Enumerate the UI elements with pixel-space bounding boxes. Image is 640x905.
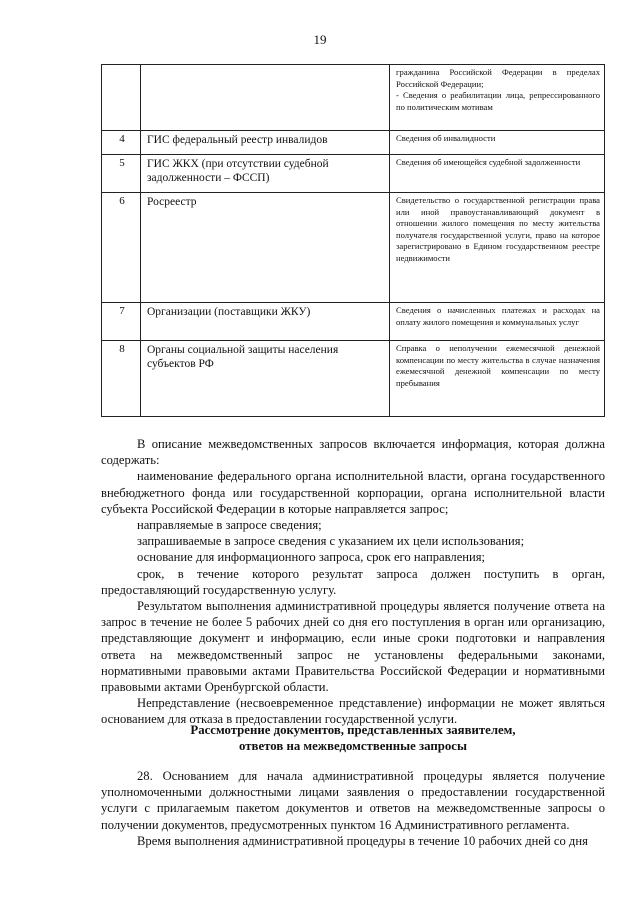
table-row — [102, 193, 605, 303]
paragraph: направляемые в запросе сведения; — [137, 518, 322, 533]
table-row — [102, 341, 605, 417]
paragraph: Время выполнения административной процедуры в течение 10 рабочих дней со дня — [137, 833, 588, 848]
paragraph: Непредставление (несвоевременное представление) информации не может являться основанием для отказа в предоставлении государственной услуги. — [101, 696, 605, 727]
row-number: 7 — [102, 303, 141, 341]
row-number: 5 — [102, 155, 141, 193]
page-number: 19 — [313, 32, 327, 47]
paragraph: В описание межведомственных запросов включается информация, которая должна содержать: — [101, 437, 605, 468]
heading-line: Рассмотрение документов, представленных заявителем, — [190, 723, 516, 737]
row-organization: Организации (поставщики ЖКУ) — [141, 303, 390, 341]
table-row — [102, 131, 605, 155]
row-information — [390, 65, 605, 131]
interagency-request-table — [101, 64, 605, 417]
row-information: Сведения об инвалидности — [390, 131, 605, 155]
row-information: Справка о неполучении ежемесячной денежной компенсации по месту жительства в случае назначения ежемесячной денежной компенсации по месту пребывания — [390, 341, 605, 417]
paragraph: 28. Основанием для начала административной процедуры является получение уполномоченными должностными лицами заявления о предоставлении государственной услуги с прилагаемым пакетом документов и ответов на межведомственные запросы о получении документов, предусмотренных пунктом 16 Административного регламента. — [101, 769, 605, 832]
row-number — [102, 65, 141, 131]
row-information: Сведения об имеющейся судебной задолженности — [390, 155, 605, 193]
row-number: 4 — [102, 131, 141, 155]
requirements-section — [101, 436, 605, 728]
row-number: 6 — [102, 193, 141, 303]
paragraph: запрашиваемые в запросе сведения с указанием их цели использования; — [137, 534, 525, 549]
table-row — [102, 65, 605, 131]
paragraph: Результатом выполнения административной процедуры является получение ответа на запрос в течение не более 5 рабочих дней со дня его поступления в орган или организацию, представляющие документ и информацию, если иные сроки подготовки и направления ответа на межведомственный запрос не установлены федеральными законами, нормативными правовыми актами Правительства Российской Федерации и нормативными правовыми актами Оренбургской области. — [101, 599, 605, 695]
row-organization: ГИС федеральный реестр инвалидов — [141, 131, 390, 155]
row-information: Сведения о начисленных платежах и расходах на оплату жилого помещения и коммунальных услуг — [390, 303, 605, 341]
section-heading — [101, 722, 605, 754]
procedure-section — [101, 768, 605, 849]
paragraph: наименование федерального органа исполнительной власти, органа государственного внебюджетного фонда или государственной корпорации, органа исполнительной власти субъекта Российской Федерации в которые направляется запрос; — [101, 469, 605, 516]
row-organization: Органы социальной защиты населения субъектов РФ — [141, 341, 390, 417]
row-number: 8 — [102, 341, 141, 417]
row-organization: ГИС ЖКХ (при отсутствии судебной задолженности – ФССП) — [141, 155, 390, 193]
heading-line: ответов на межведомственные запросы — [239, 739, 467, 753]
paragraph: срок, в течение которого результат запроса должен поступить в орган, предоставляющий государственную услугу. — [101, 566, 605, 597]
info-line: - Сведения о реабилитации лица, репрессированного по политическим мотивам — [396, 90, 600, 112]
row-information: Свидетельство о государственной регистрации права или иной правоустанавливающий документ в отношении жилого помещения по месту жительства получателя государственной услуги, право на которое зарегистрировано в Едином государственном реестре недвижимости — [390, 193, 605, 303]
row-organization: Росреестр — [141, 193, 390, 303]
table-row — [102, 155, 605, 193]
paragraph: основание для информационного запроса, срок его направления; — [137, 550, 486, 565]
row-organization — [141, 65, 390, 131]
info-line: гражданина Российской Федерации в пределах Российской Федерации; — [396, 67, 600, 89]
table-row — [102, 303, 605, 341]
